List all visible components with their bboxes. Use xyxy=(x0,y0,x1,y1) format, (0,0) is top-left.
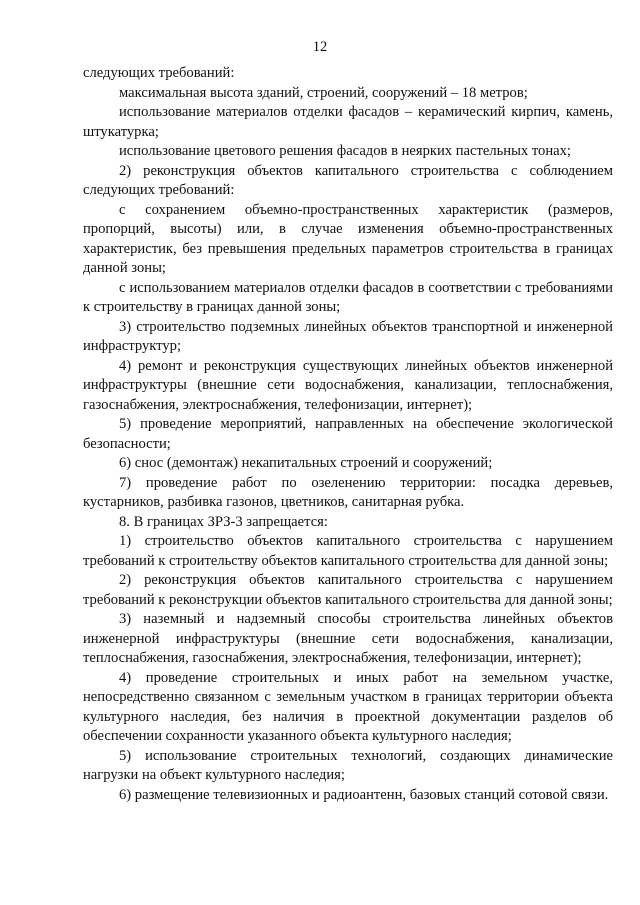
paragraph: 8. В границах ЗРЗ-3 запрещается: xyxy=(119,513,328,530)
paragraph: 6) снос (демонтаж) некапитальных строений и сооружений; xyxy=(119,455,493,471)
paragraph: использование цветового решения фасадов в неярких пастельных тонах; xyxy=(119,143,571,159)
paragraph: 5) проведение мероприятий, направленных на обеспечение экологической безопасности; xyxy=(83,416,613,452)
paragraph: 4) ремонт и реконструкция существующих линейных объектов инженерной инфраструктуры (внешние сети водоснабжения, канализации, теплоснабжения, газоснабжения, электроснабжения, телефонизации, интернет); xyxy=(83,357,613,413)
paragraph: 3) наземный и надземный способы строительства линейных объектов инженерной инфраструктуры (внешние сети водоснабжения, канализации, теплоснабжения, газоснабжения, электроснабжения, телефонизации, интернет); xyxy=(83,611,613,666)
paragraph: следующих требований: xyxy=(83,65,235,81)
page-number: 12 xyxy=(312,39,328,55)
paragraph: 2) реконструкция объектов капитального строительства с нарушением требований к реконструкции объектов капитального строительства для данной зоны; xyxy=(83,572,613,608)
paragraph: 1) строительство объектов капитального строительства с нарушением требований к строительству объектов капитального строительства для данной зоны; xyxy=(83,533,613,569)
paragraph: использование материалов отделки фасадов – керамический кирпич, камень, штукатурка; xyxy=(83,104,613,140)
paragraph: 5) использование строительных технологий, создающих динамические нагрузки на объект культурного наследия; xyxy=(83,747,613,783)
paragraph: 2) реконструкция объектов капитального строительства с соблюдением следующих требований: xyxy=(83,162,613,198)
paragraph: максимальная высота зданий, строений, сооружений – 18 метров; xyxy=(119,84,528,101)
paragraph: 6) размещение телевизионных и радиоантенн, базовых станций сотовой связи. xyxy=(119,786,609,803)
document-body xyxy=(83,64,613,805)
paragraph: 7) проведение работ по озеленению территории: посадка деревьев, кустарников, разбивка газонов, цветников, санитарная рубка. xyxy=(83,474,613,510)
paragraph: 4) проведение строительных и иных работ на земельном участке, непосредственно связанном с земельным участком в границах территории объекта культурного наследия, без наличия в проектной документации разделов об обеспечении сохранности указанного объекта культурного наследия; xyxy=(83,669,613,744)
paragraph: с использованием материалов отделки фасадов в соответствии с требованиями к строительству в границах данной зоны; xyxy=(83,279,613,315)
paragraph: с сохранением объемно-пространственных характеристик (размеров, пропорций, высоты) или, в случае изменения объемно-пространственных характеристик, без превышения предельных параметров строительства в границах данной зоны; xyxy=(83,201,613,276)
paragraph: 3) строительство подземных линейных объектов транспортной и инженерной инфраструктур; xyxy=(83,318,613,354)
